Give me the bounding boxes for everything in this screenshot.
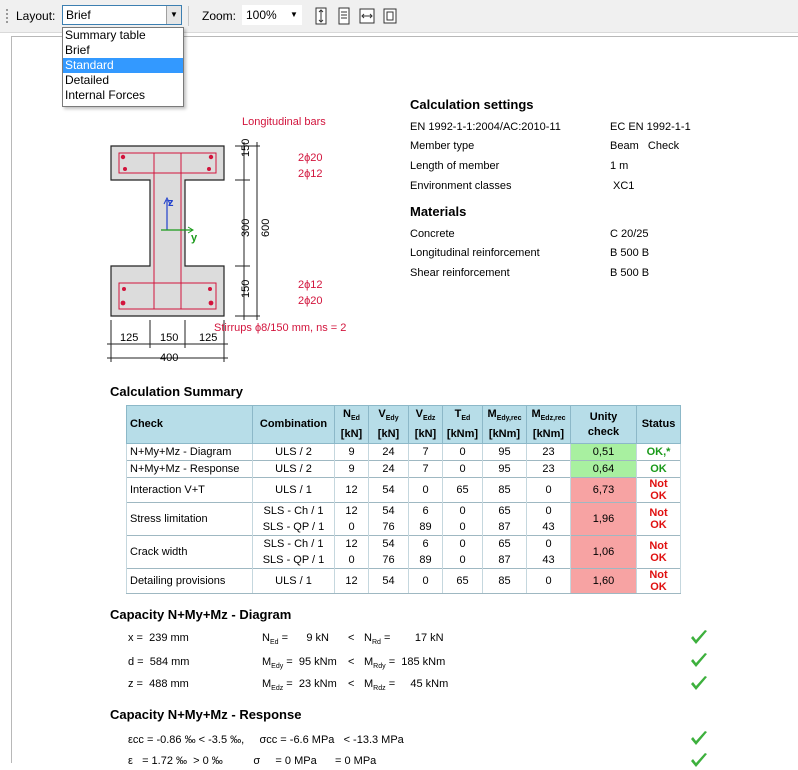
combination-cell: SLS - QP / 1 — [253, 519, 335, 536]
value-cell: 0 — [527, 569, 571, 594]
col-combination: Combination — [253, 406, 335, 444]
value-cell: 23 — [527, 461, 571, 478]
value-cell: 95 — [483, 461, 527, 478]
value-cell: 65 — [483, 503, 527, 520]
value-cell: 0 — [527, 478, 571, 503]
value-cell: 7 — [409, 461, 443, 478]
materials-label: Longitudinal reinforcement — [410, 247, 540, 259]
chevron-down-icon[interactable]: ▼ — [290, 10, 298, 19]
settings-value: Beam Check — [610, 140, 680, 152]
check-name: Stress limitation — [127, 503, 253, 536]
materials-value: C 20/25 — [610, 228, 649, 240]
check-name: Interaction V+T — [127, 478, 253, 503]
combination-cell: ULS / 1 — [253, 478, 335, 503]
response-row: εcc = -0.86 ‰ < -3.5 ‰, σcc = -6.6 MPa < -13.3 MPa — [128, 734, 404, 746]
value-cell: 0 — [443, 536, 483, 553]
rebar — [121, 301, 126, 306]
settings-label: EN 1992-1-1:2004/AC:2010-11 — [410, 121, 561, 133]
summary-title: Calculation Summary — [110, 384, 243, 399]
value-cell: 76 — [369, 519, 409, 536]
settings-value: EC EN 1992-1-1 — [610, 121, 691, 133]
status-cell: Not OK — [637, 536, 681, 569]
materials-value: B 500 B — [610, 247, 650, 259]
layout-option-summary-table[interactable]: Summary table — [65, 28, 146, 42]
value-cell: 12 — [335, 569, 369, 594]
settings-title: Calculation settings — [410, 97, 534, 112]
capacity-resistance: $N_{Rd}$ = 17 kN — [364, 632, 444, 647]
check-icon — [690, 730, 708, 748]
value-cell: 85 — [483, 569, 527, 594]
dim-600: 600 — [260, 218, 272, 237]
combination-cell: SLS - QP / 1 — [253, 552, 335, 569]
status-cell: OK,* — [637, 444, 681, 461]
col-unity: Unity check — [571, 406, 637, 444]
value-cell: 0 — [443, 503, 483, 520]
layout-dropdown — [62, 27, 184, 107]
capacity-operator: < — [348, 678, 355, 690]
chevron-down-icon[interactable]: ▼ — [166, 6, 181, 24]
layout-label: Layout: — [16, 9, 56, 23]
longitudinal-bars-label: Longitudinal bars — [242, 116, 326, 128]
capacity-effect: $M_{Edz} = 23$ kNm — [262, 678, 337, 693]
materials-value: B 500 B — [610, 267, 650, 279]
table-row — [127, 503, 681, 520]
bottom-bars-2: 2ϕ20 — [298, 295, 323, 307]
dim-300: 300 — [240, 218, 252, 237]
value-cell: 43 — [527, 552, 571, 569]
check-icon — [690, 675, 708, 693]
value-cell: 6 — [409, 503, 443, 520]
capacity-effect: $N_{Ed}$ = 9 kN — [262, 632, 329, 647]
value-cell: 0 — [443, 552, 483, 569]
col-medy: $M_{Edy,rec}$ [kNm] — [483, 406, 527, 444]
combination-cell: ULS / 2 — [253, 461, 335, 478]
layout-select-value: Brief — [66, 8, 91, 22]
layout-select[interactable] — [62, 5, 182, 25]
dim-400: 400 — [160, 352, 179, 364]
dim-125-right: 125 — [199, 332, 218, 344]
rebar — [207, 167, 211, 171]
check-name: N+My+Mz - Response — [127, 461, 253, 478]
rebar — [209, 155, 213, 159]
status-cell: OK — [637, 461, 681, 478]
check-name: N+My+Mz - Diagram — [127, 444, 253, 461]
value-cell: 89 — [409, 519, 443, 536]
value-cell: 54 — [369, 503, 409, 520]
value-cell: 12 — [335, 536, 369, 553]
capacity-operator: < — [348, 632, 355, 644]
value-cell: 65 — [443, 478, 483, 503]
value-cell: 0 — [409, 478, 443, 503]
value-cell: 9 — [335, 461, 369, 478]
value-cell: 85 — [483, 478, 527, 503]
capacity-resistance: $M_{Rdy} = 185$ kNm — [364, 656, 446, 671]
value-cell: 23 — [527, 444, 571, 461]
materials-label: Concrete — [410, 228, 455, 240]
summary-table — [126, 405, 681, 594]
layout-option-brief[interactable]: Brief — [65, 43, 90, 57]
table-row — [127, 478, 681, 503]
value-cell: 54 — [369, 478, 409, 503]
settings-value: 1 m — [610, 160, 629, 172]
unity-check-cell: 6,73 — [571, 478, 637, 503]
unity-check-cell: 1,06 — [571, 536, 637, 569]
cross-section-drawing — [100, 140, 280, 380]
zoom-select[interactable] — [242, 5, 302, 25]
col-check: Check — [127, 406, 253, 444]
i-section-shape — [111, 146, 224, 316]
toolbar-separator — [188, 6, 189, 26]
rebar — [122, 287, 126, 291]
value-cell: 43 — [527, 519, 571, 536]
fit-width-icon[interactable] — [359, 7, 375, 25]
value-cell: 87 — [483, 519, 527, 536]
capacity-left-value: d = 584 mm — [128, 656, 190, 668]
rebar — [209, 301, 214, 306]
col-vedy: $V_{Edy}$ [kN] — [369, 406, 409, 444]
fit-page-icon[interactable] — [336, 7, 352, 25]
table-row — [127, 536, 681, 553]
table-row — [127, 444, 681, 461]
col-status: Status — [637, 406, 681, 444]
value-cell: 7 — [409, 444, 443, 461]
dim-150-top: 150 — [240, 138, 252, 157]
check-icon — [690, 752, 708, 770]
col-vedz: $V_{Edz}$ [kN] — [409, 406, 443, 444]
value-cell: 9 — [335, 444, 369, 461]
axis-y-label: y — [191, 232, 198, 244]
value-cell: 54 — [369, 536, 409, 553]
dim-150-bottom: 150 — [240, 279, 252, 298]
col-medz: $M_{Edz,rec}$ [kNm] — [527, 406, 571, 444]
materials-label: Shear reinforcement — [410, 267, 510, 279]
status-cell: Not OK — [637, 569, 681, 594]
axis-z-label: z — [168, 197, 174, 209]
capacity-left-value: z = 488 mm — [128, 678, 189, 690]
settings-value: XC1 — [613, 180, 635, 192]
value-cell: 24 — [369, 461, 409, 478]
top-bars-1: 2ϕ20 — [298, 152, 323, 164]
zoom-label: Zoom: — [202, 9, 237, 23]
zoom-select-value: 100% — [246, 8, 277, 22]
value-cell: 87 — [483, 552, 527, 569]
settings-label: Environment classes — [410, 180, 512, 192]
value-cell: 0 — [443, 461, 483, 478]
combination-cell: SLS - Ch / 1 — [253, 503, 335, 520]
dim-150-web: 150 — [160, 332, 179, 344]
value-cell: 89 — [409, 552, 443, 569]
layout-option-internal-forces[interactable]: Internal Forces — [65, 88, 146, 102]
value-cell: 0 — [335, 519, 369, 536]
capacity-effect: $M_{Edy} = 95$ kNm — [262, 656, 337, 671]
capacity-operator: < — [348, 656, 355, 668]
capacity-response-title: Capacity N+My+Mz - Response — [110, 707, 302, 722]
value-cell: 54 — [369, 569, 409, 594]
capacity-left-value: x = 239 mm — [128, 632, 189, 644]
unity-check-cell: 0,64 — [571, 461, 637, 478]
table-row — [127, 461, 681, 478]
check-icon — [690, 629, 708, 647]
combination-cell: ULS / 2 — [253, 444, 335, 461]
capacity-diagram-title: Capacity N+My+Mz - Diagram — [110, 607, 292, 622]
combination-cell: ULS / 1 — [253, 569, 335, 594]
status-cell: Not OK — [637, 478, 681, 503]
check-name: Crack width — [127, 536, 253, 569]
col-ned: $N_{Ed}$ [kN] — [335, 406, 369, 444]
unity-check-cell: 1,96 — [571, 503, 637, 536]
col-ted: $T_{Ed}$ [kNm] — [443, 406, 483, 444]
value-cell: 6 — [409, 536, 443, 553]
rebar — [123, 167, 127, 171]
settings-label: Member type — [410, 140, 475, 152]
value-cell: 0 — [527, 536, 571, 553]
check-name: Detailing provisions — [127, 569, 253, 594]
layout-option-standard[interactable]: Standard — [63, 58, 183, 73]
stirrups-label: Stirrups ϕ8/150 mm, ns = 2 — [214, 322, 347, 334]
combination-cell: SLS - Ch / 1 — [253, 536, 335, 553]
toolbar-grip[interactable] — [6, 9, 10, 23]
value-cell: 0 — [443, 444, 483, 461]
value-cell: 12 — [335, 503, 369, 520]
value-cell: 65 — [443, 569, 483, 594]
value-cell: 24 — [369, 444, 409, 461]
value-cell: 0 — [409, 569, 443, 594]
bottom-bars-1: 2ϕ12 — [298, 279, 323, 291]
materials-title: Materials — [410, 204, 467, 219]
settings-label: Length of member — [410, 160, 500, 172]
value-cell: 0 — [527, 503, 571, 520]
fit-height-icon[interactable] — [313, 7, 329, 25]
rebar — [121, 155, 125, 159]
value-cell: 0 — [443, 519, 483, 536]
top-bars-2: 2ϕ12 — [298, 168, 323, 180]
value-cell: 0 — [335, 552, 369, 569]
layout-option-detailed[interactable]: Detailed — [65, 73, 110, 87]
value-cell: 65 — [483, 536, 527, 553]
response-row: ε = 1.72 ‰ > 0 ‰ σ = 0 MPa = 0 MPa — [128, 755, 377, 767]
value-cell: 76 — [369, 552, 409, 569]
status-cell: Not OK — [637, 503, 681, 536]
table-row — [127, 569, 681, 594]
value-cell: 12 — [335, 478, 369, 503]
check-icon — [690, 652, 708, 670]
value-cell: 95 — [483, 444, 527, 461]
dim-125-left: 125 — [120, 332, 139, 344]
capacity-resistance: $M_{Rdz}$ = 45 kNm — [364, 678, 449, 693]
rebar — [208, 287, 212, 291]
unity-check-cell: 0,51 — [571, 444, 637, 461]
unity-check-cell: 1,60 — [571, 569, 637, 594]
actual-size-icon[interactable] — [382, 7, 398, 25]
